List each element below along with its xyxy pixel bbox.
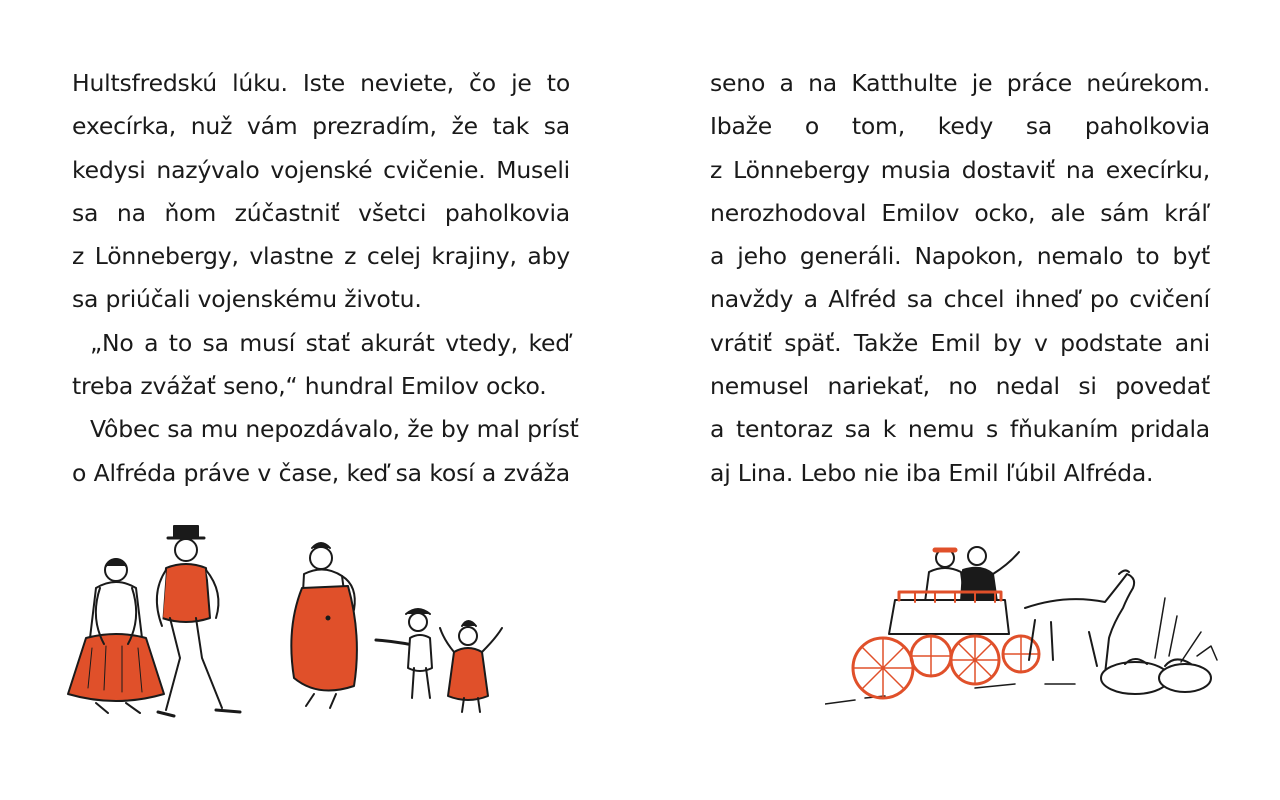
text-line: aj Lina. Lebo nie iba Emil ľúbil Alfréda. bbox=[710, 458, 1154, 487]
right-page bbox=[640, 0, 1280, 800]
text-line: a tentoraz sa k nemu s fňukaním pridala bbox=[710, 415, 1210, 444]
text-line: kedysi nazývalo vojenské cvičenie. Museli bbox=[72, 155, 570, 184]
text-line: nemusel nariekať, no nedal si povedať bbox=[710, 372, 1210, 401]
text-line: o Alfréda práve v čase, keď sa kosí a zváža bbox=[72, 458, 570, 487]
children-figures bbox=[376, 609, 502, 712]
text-line: a jeho generáli. Napokon, nemalo to byť bbox=[710, 242, 1210, 271]
mother-figure bbox=[68, 559, 164, 713]
left-text-block bbox=[72, 62, 579, 495]
text-line: z Lönnebergy, vlastne z celej krajiny, aby bbox=[72, 242, 570, 271]
father-figure bbox=[157, 526, 240, 716]
lady-figure bbox=[291, 543, 357, 708]
text-line: seno a na Katthulte je práce neúrekom. bbox=[710, 69, 1210, 97]
text-line: Hultsfredskú lúku. Iste neviete, čo je to bbox=[72, 69, 570, 97]
text-line: Ibaže o tom, kedy sa paholkovia bbox=[710, 112, 1210, 141]
text-line: navždy a Alfréd sa chcel ihneď po cvičení bbox=[710, 285, 1210, 314]
wagon-illustration bbox=[825, 538, 1220, 718]
text-line: execírka, nuž vám prezradím, že tak sa bbox=[72, 112, 570, 141]
horse bbox=[1025, 570, 1134, 674]
text-line: sa na ňom zúčastniť všetci paholkovia bbox=[72, 198, 570, 227]
right-text-block bbox=[710, 62, 1210, 495]
passengers bbox=[925, 547, 1019, 602]
family-illustration bbox=[66, 518, 516, 733]
text-line: vrátiť späť. Takže Emil by v podstate ani bbox=[710, 328, 1210, 357]
wagon-wheels bbox=[853, 636, 1039, 698]
text-line: Vôbec sa mu nepozdávalo, že by mal prísť bbox=[90, 415, 579, 444]
text-line: sa priúčali vojenskému životu. bbox=[72, 285, 422, 314]
text-line: treba zvážať seno,“ hundral Emilov ocko. bbox=[72, 372, 547, 401]
text-line: z Lönnebergy musia dostaviť na execírku, bbox=[710, 155, 1210, 184]
text-line: nerozhodoval Emilov ocko, ale sám kráľ bbox=[710, 198, 1210, 227]
text-line: „No a to sa musí stať akurát vtedy, keď bbox=[90, 328, 570, 357]
